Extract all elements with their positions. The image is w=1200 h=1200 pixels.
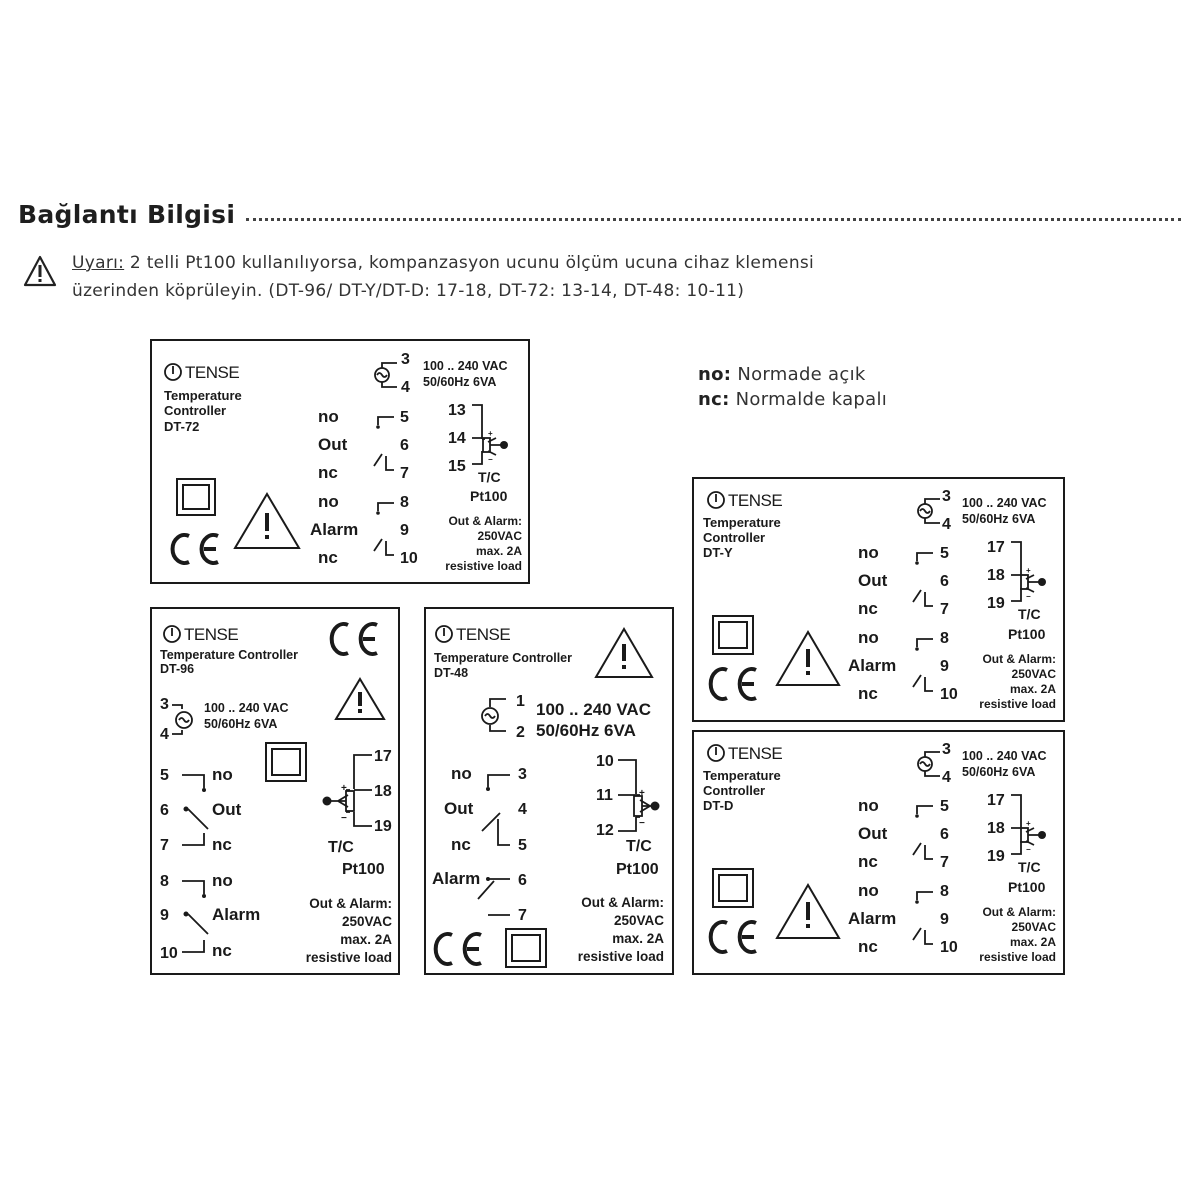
terminal-4: 4 (942, 769, 951, 786)
ac-supply-icon (918, 499, 940, 523)
terminal-10: 10 (160, 945, 178, 962)
label-alarm-nc: nc (858, 684, 878, 703)
ce-mark-icon (711, 669, 756, 699)
label-pt100: Pt100 (1008, 879, 1046, 895)
terminal-19: 19 (987, 848, 1005, 865)
terminal-8: 8 (940, 883, 949, 900)
label-out: Out (858, 824, 888, 843)
model-name: DT-Y (703, 545, 733, 560)
terminal-17: 17 (374, 748, 392, 765)
rating-line-3: max. 2A (340, 932, 392, 947)
terminal-5: 5 (940, 798, 949, 815)
sensor-connection-icon (323, 755, 373, 826)
rating-line-2: 250VAC (1011, 667, 1056, 681)
ac-supply-icon (172, 705, 192, 734)
terminal-3: 3 (518, 766, 527, 783)
terminal-17: 17 (987, 792, 1005, 809)
label-nc: nc (212, 835, 232, 854)
terminal-19: 19 (374, 818, 392, 835)
rating-line-4: resistive load (577, 949, 664, 964)
supply-frequency: 50/60Hz 6VA (962, 512, 1036, 526)
terminal-10: 10 (940, 939, 958, 956)
double-insulation-icon (266, 743, 306, 781)
tense-logo-icon (708, 744, 782, 763)
terminal-19: 19 (987, 595, 1005, 612)
label-nc: nc (318, 463, 338, 482)
dtd-wiring-panel (692, 730, 1065, 975)
terminal-8: 8 (940, 630, 949, 647)
terminal-14: 14 (448, 430, 466, 447)
legend-no-key: no: (698, 364, 732, 385)
terminal-3: 3 (401, 351, 410, 368)
section-heading: Bağlantı Bilgisi (18, 200, 236, 229)
terminal-8: 8 (400, 494, 409, 511)
label-controller: Controller (164, 403, 227, 418)
terminal-2: 2 (516, 724, 525, 741)
terminal-5: 5 (940, 545, 949, 562)
svg-text:−: − (341, 813, 347, 824)
model-name: DT-72 (164, 419, 200, 434)
label-no: no (318, 407, 339, 426)
terminal-13: 13 (448, 402, 466, 419)
terminal-10: 10 (940, 686, 958, 703)
svg-text:−: − (1026, 592, 1031, 601)
label-temperature: Temperature (164, 388, 242, 403)
brand-name: TENSE (456, 625, 511, 644)
supply-frequency: 50/60Hz 6VA (536, 721, 636, 740)
label-alarm-nc: nc (318, 548, 338, 567)
dt48-wiring-panel (424, 607, 674, 975)
heading-dotted-rule (246, 218, 1181, 221)
terminal-7: 7 (518, 907, 527, 924)
label-pt100: Pt100 (616, 861, 659, 878)
brand-name: TENSE (728, 744, 783, 763)
rating-line-3: max. 2A (475, 544, 522, 558)
brand-name: TENSE (185, 363, 240, 382)
dty-wiring-panel (692, 477, 1065, 722)
alarm-relay-contact-icon (374, 503, 394, 555)
rating-line-4: resistive load (979, 950, 1056, 964)
label-out: Out (444, 799, 474, 818)
svg-text:+: + (639, 788, 645, 799)
label-nc: nc (858, 852, 878, 871)
label-alarm: Alarm (310, 520, 359, 539)
double-insulation-icon (713, 616, 753, 654)
rating-line-4: resistive load (445, 559, 522, 573)
ac-supply-icon (918, 752, 940, 776)
label-pt100: Pt100 (1008, 626, 1046, 642)
label-alarm-nc: nc (212, 941, 232, 960)
label-nc: nc (858, 599, 878, 618)
svg-text:+: + (1026, 819, 1031, 828)
rating-line-2: 250VAC (477, 529, 522, 543)
rating-line-4: resistive load (305, 950, 392, 965)
label-temperature-controller: Temperature Controller (160, 648, 298, 662)
label-tc: T/C (1018, 859, 1041, 875)
label-tc: T/C (328, 839, 354, 856)
terminal-7: 7 (940, 854, 949, 871)
terminal-4: 4 (942, 516, 951, 533)
rating-line-2: 250VAC (1011, 920, 1056, 934)
ac-supply-icon (375, 363, 397, 387)
terminal-10: 10 (596, 753, 614, 770)
warning-text (72, 249, 814, 305)
terminal-18: 18 (987, 820, 1005, 837)
ce-mark-icon (436, 934, 481, 964)
rating-line-1: Out & Alarm: (309, 896, 392, 911)
dt72-wiring-panel (150, 339, 530, 584)
terminal-1: 1 (516, 693, 525, 710)
label-temperature: Temperature (703, 515, 781, 530)
terminal-4: 4 (160, 726, 169, 743)
label-controller: Controller (703, 530, 766, 545)
supply-voltage: 100 .. 240 VAC (962, 496, 1047, 510)
sensor-connection-icon (1011, 542, 1046, 601)
warning-line-2: üzerinden köprüleyin. (DT-96/ DT-Y/DT-D: 17-18, DT-72: 13-14, DT-48: 10-11) (72, 281, 745, 301)
label-alarm-no: no (858, 628, 879, 647)
rating-line-2: 250VAC (613, 913, 664, 928)
label-no: no (858, 543, 879, 562)
alarm-relay-contact-icon (913, 639, 933, 691)
ce-mark-icon (173, 535, 218, 563)
label-alarm-no: no (212, 871, 233, 890)
terminal-6: 6 (518, 872, 527, 889)
alarm-relay-contact-icon (913, 892, 933, 944)
terminal-6: 6 (940, 826, 949, 843)
label-out: Out (212, 800, 242, 819)
label-alarm-no: no (318, 492, 339, 511)
out-relay-contact-icon (182, 775, 208, 845)
sensor-connection-icon (472, 405, 508, 464)
rating-line-4: resistive load (979, 697, 1056, 711)
warning-line-1: 2 telli Pt100 kullanılıyorsa, kompanzasyon ucunu ölçüm ucuna cihaz klemensi (129, 253, 815, 273)
legend-nc (698, 389, 887, 410)
terminal-18: 18 (374, 783, 392, 800)
supply-voltage: 100 .. 240 VAC (423, 359, 508, 373)
warning-label: Uyarı: (72, 253, 125, 273)
legend-nc-value: Normalde kapalı (735, 389, 888, 410)
out-relay-contact-icon (913, 806, 933, 859)
terminal-5: 5 (160, 767, 169, 784)
terminal-3: 3 (160, 696, 169, 713)
supply-frequency: 50/60Hz 6VA (204, 717, 278, 731)
terminal-6: 6 (160, 802, 169, 819)
label-temperature: Temperature (703, 768, 781, 783)
legend-no (698, 364, 866, 385)
terminal-7: 7 (940, 601, 949, 618)
terminal-5: 5 (518, 837, 527, 854)
double-insulation-icon (506, 929, 546, 967)
supply-voltage: 100 .. 240 VAC (536, 700, 651, 719)
model-name: DT-48 (434, 666, 469, 680)
label-no: no (212, 765, 233, 784)
sensor-connection-icon (1011, 795, 1046, 854)
dt96-wiring-panel (150, 607, 400, 975)
ac-supply-icon (482, 699, 506, 731)
terminal-3: 3 (942, 741, 951, 758)
ce-mark-icon (711, 922, 756, 952)
label-no: no (858, 796, 879, 815)
terminal-7: 7 (160, 837, 169, 854)
label-nc: nc (451, 835, 471, 854)
terminal-7: 7 (400, 465, 409, 482)
tense-logo-icon (436, 625, 510, 644)
brand-name: TENSE (728, 491, 783, 510)
label-out: Out (318, 435, 348, 454)
svg-text:−: − (1026, 845, 1031, 854)
rating-line-1: Out & Alarm: (982, 905, 1056, 919)
label-alarm: Alarm (848, 656, 897, 675)
label-tc: T/C (626, 838, 652, 855)
alarm-relay-contact-icon (478, 877, 510, 915)
legend-nc-key: nc: (698, 389, 730, 410)
rating-line-3: max. 2A (1009, 935, 1056, 949)
terminal-9: 9 (400, 522, 409, 539)
terminal-15: 15 (448, 458, 466, 475)
out-relay-contact-icon (482, 775, 510, 845)
caution-triangle-icon (596, 629, 652, 677)
tense-logo-icon (708, 491, 782, 510)
terminal-17: 17 (987, 539, 1005, 556)
svg-text:+: + (488, 429, 493, 438)
terminal-4: 4 (518, 801, 527, 818)
rating-line-2: 250VAC (341, 914, 392, 929)
svg-text:−: − (639, 818, 645, 829)
label-alarm-no: no (858, 881, 879, 900)
legend-no-value: Normade açık (737, 364, 866, 385)
label-pt100: Pt100 (342, 861, 385, 878)
model-name: DT-D (703, 798, 734, 813)
caution-triangle-icon (336, 679, 384, 719)
caution-triangle-icon (235, 494, 299, 548)
label-alarm: Alarm (432, 869, 481, 888)
svg-text:+: + (341, 783, 347, 794)
out-relay-contact-icon (374, 417, 394, 470)
model-name: DT-96 (160, 662, 195, 676)
rating-line-1: Out & Alarm: (581, 895, 664, 910)
tense-logo-icon (164, 625, 238, 644)
double-insulation-icon (713, 869, 753, 907)
alarm-relay-contact-icon (182, 881, 208, 952)
supply-voltage: 100 .. 240 VAC (962, 749, 1047, 763)
caution-triangle-icon (777, 885, 839, 938)
sensor-connection-icon (618, 760, 660, 831)
label-tc: T/C (1018, 606, 1041, 622)
label-no: no (451, 764, 472, 783)
out-relay-contact-icon (913, 553, 933, 606)
svg-text:−: − (488, 455, 493, 464)
terminal-8: 8 (160, 873, 169, 890)
caution-triangle-icon (777, 632, 839, 685)
svg-text:+: + (1026, 566, 1031, 575)
ce-mark-icon (332, 624, 377, 654)
terminal-18: 18 (987, 567, 1005, 584)
terminal-11: 11 (596, 787, 613, 804)
brand-name: TENSE (184, 625, 239, 644)
terminal-6: 6 (940, 573, 949, 590)
rating-line-3: max. 2A (1009, 682, 1056, 696)
label-alarm: Alarm (848, 909, 897, 928)
terminal-5: 5 (400, 409, 409, 426)
label-temperature-controller: Temperature Controller (434, 651, 572, 665)
rating-line-1: Out & Alarm: (982, 652, 1056, 666)
supply-voltage: 100 .. 240 VAC (204, 701, 289, 715)
rating-line-3: max. 2A (612, 931, 664, 946)
label-pt100: Pt100 (470, 488, 508, 504)
terminal-12: 12 (596, 822, 614, 839)
label-alarm-nc: nc (858, 937, 878, 956)
label-controller: Controller (703, 783, 766, 798)
double-insulation-icon (177, 479, 215, 515)
terminal-3: 3 (942, 488, 951, 505)
tense-logo-icon (165, 363, 239, 382)
terminal-9: 9 (940, 658, 949, 675)
supply-frequency: 50/60Hz 6VA (962, 765, 1036, 779)
warning-triangle-icon (22, 254, 58, 292)
terminal-4: 4 (401, 379, 410, 396)
terminal-9: 9 (160, 907, 169, 924)
terminal-6: 6 (400, 437, 409, 454)
supply-frequency: 50/60Hz 6VA (423, 375, 497, 389)
label-tc: T/C (478, 469, 501, 485)
terminal-9: 9 (940, 911, 949, 928)
label-out: Out (858, 571, 888, 590)
label-alarm: Alarm (212, 905, 261, 924)
terminal-10: 10 (400, 550, 418, 567)
rating-line-1: Out & Alarm: (448, 514, 522, 528)
